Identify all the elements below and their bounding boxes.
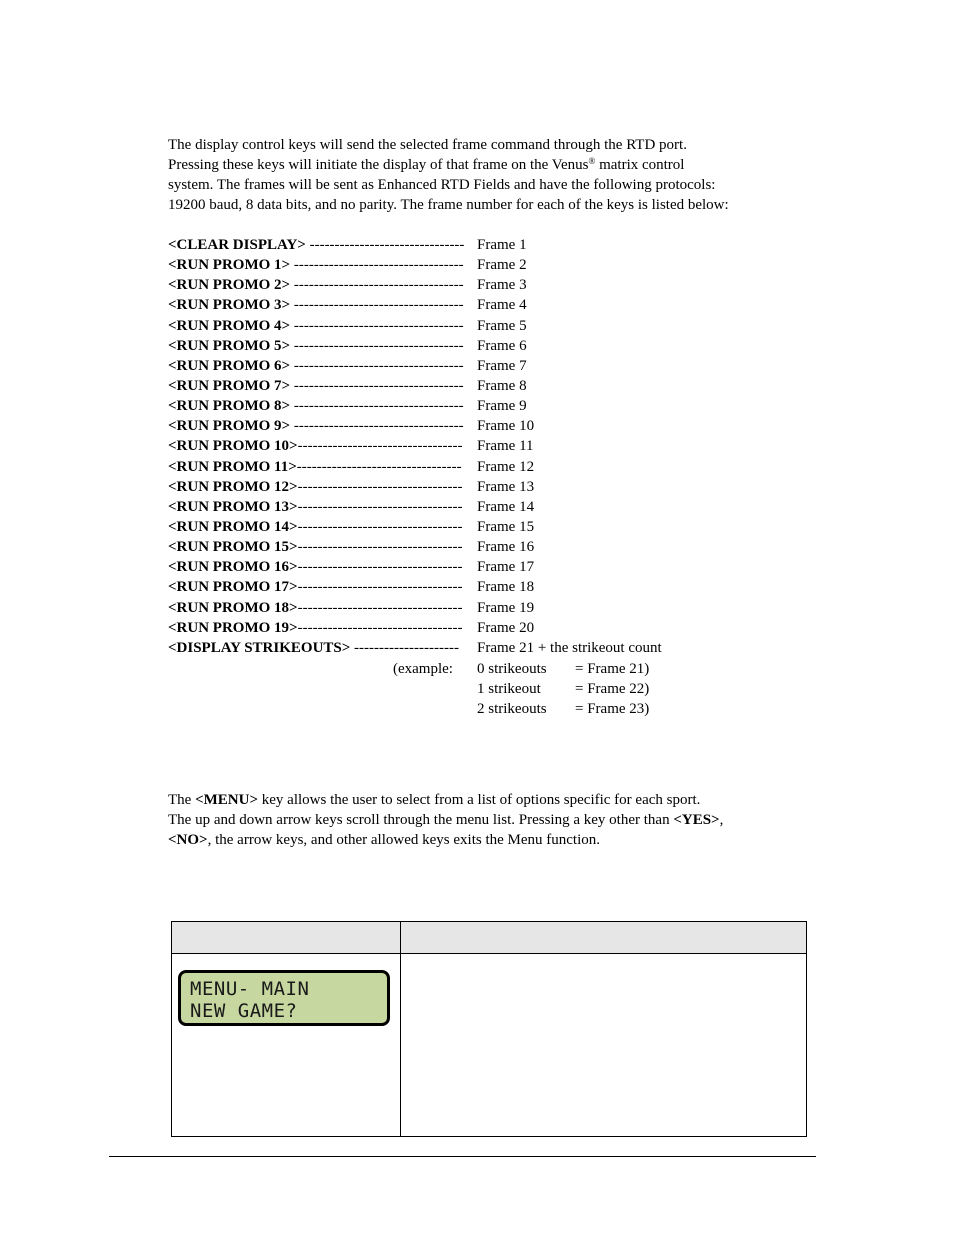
leader-dashes: ---------------------------------- [290, 418, 464, 435]
key-label: <RUN PROMO 17> [168, 579, 298, 596]
leader-dashes: --------------------- [350, 639, 459, 656]
footer-rule [109, 1156, 816, 1157]
key-row [168, 275, 808, 295]
leader-dashes: --------------------------------- [297, 478, 463, 495]
key-row [168, 618, 808, 638]
leader-dashes: ---------------------------------- [290, 357, 464, 374]
key-row [168, 376, 808, 396]
menu-table-cell-description [401, 954, 807, 1137]
key-label: <RUN PROMO 2> [168, 277, 291, 294]
key-row [168, 336, 808, 356]
key-row [168, 235, 808, 255]
intro-line-2-text: Pressing these keys will initiate the display of that frame on the Venus [168, 157, 589, 173]
lcd-display [178, 970, 390, 1026]
registered-mark: ® [588, 156, 596, 166]
menu-table-header-cell-display [172, 922, 401, 954]
key-label: <CLEAR DISPLAY> [168, 237, 306, 253]
lcd-line-2: NEW GAME? [190, 1000, 298, 1022]
key-row [168, 316, 808, 336]
example-frame: = Frame 22) [575, 681, 650, 697]
example-count: 0 strikeouts [477, 661, 547, 677]
key-row [168, 295, 808, 315]
frame-number: Frame 8 [477, 377, 527, 394]
key-row [168, 537, 808, 557]
leader-dashes: ------------------------------- [305, 237, 465, 253]
lcd-line-1: MENU- MAIN [190, 978, 310, 1000]
key-label: <RUN PROMO 10> [168, 438, 298, 455]
key-label: <RUN PROMO 16> [168, 559, 298, 576]
frame-number: Frame 5 [477, 317, 527, 334]
leader-dashes: --------------------------------- [297, 579, 463, 596]
frame-number: Frame 10 [477, 418, 535, 435]
key-label: <RUN PROMO 15> [168, 539, 298, 556]
frame-number: Frame 7 [477, 357, 527, 374]
menu-paragraph [168, 790, 818, 850]
intro-line-1: The display control keys will send the selected frame command through the RTD port. [168, 137, 687, 153]
leader-dashes: --------------------------------- [297, 539, 463, 556]
menu-line-1-b: key allows the user to select from a list of options specific for each sport. [258, 792, 701, 808]
key-label: <RUN PROMO 7> [168, 377, 291, 394]
frame-number: Frame 18 [477, 579, 535, 596]
frame-number: Frame 19 [477, 599, 535, 616]
yes-key-label: <YES> [673, 812, 720, 828]
key-row [168, 497, 808, 517]
frame-number: Frame 21 + the strikeout count [477, 639, 662, 656]
key-label: <RUN PROMO 1> [168, 257, 291, 274]
leader-dashes: --------------------------------- [296, 458, 462, 475]
key-label: <RUN PROMO 13> [168, 498, 298, 515]
key-row [168, 557, 808, 577]
key-row [168, 457, 808, 477]
key-row [168, 577, 808, 597]
key-label: <RUN PROMO 8> [168, 398, 291, 415]
menu-line-2-b: , [719, 812, 724, 828]
key-label: <RUN PROMO 3> [168, 297, 291, 314]
key-label: <RUN PROMO 4> [168, 317, 291, 334]
leader-dashes: --------------------------------- [297, 559, 463, 576]
example-count: 2 strikeouts [477, 701, 547, 717]
intro-line-4: 19200 baud, 8 data bits, and no parity. The frame number for each of the keys is listed below: [168, 197, 729, 213]
key-row [168, 517, 808, 537]
key-row [168, 396, 808, 416]
leader-dashes: --------------------------------- [297, 518, 463, 535]
leader-dashes: ---------------------------------- [290, 398, 464, 415]
menu-table-header-row [172, 922, 807, 954]
menu-table-header-cell-description [401, 922, 807, 954]
menu-table [171, 921, 807, 1137]
menu-line-3-b: , the arrow keys, and other allowed keys exits the Menu function. [207, 832, 601, 848]
key-frame-list [168, 235, 808, 658]
example-count: 1 strikeout [477, 681, 541, 697]
menu-line-1-a: The [168, 792, 196, 808]
example-lead: (example: [393, 661, 453, 677]
key-row [168, 436, 808, 456]
frame-number: Frame 15 [477, 518, 535, 535]
menu-line-2 [168, 810, 818, 830]
frame-number: Frame 3 [477, 277, 527, 294]
frame-number: Frame 12 [477, 458, 535, 475]
frame-number: Frame 1 [477, 237, 527, 253]
frame-number: Frame 20 [477, 619, 535, 636]
leader-dashes: ---------------------------------- [290, 277, 464, 294]
frame-number: Frame 11 [477, 438, 534, 455]
frame-number: Frame 17 [477, 559, 535, 576]
key-row [168, 638, 808, 658]
intro-line-2 [168, 155, 818, 175]
key-row [168, 477, 808, 497]
example-frame: = Frame 23) [575, 701, 650, 717]
frame-number: Frame 14 [477, 498, 535, 515]
frame-number: Frame 13 [477, 478, 535, 495]
leader-dashes: ---------------------------------- [290, 377, 464, 394]
frame-number: Frame 9 [477, 398, 527, 415]
example-frame: = Frame 21) [575, 661, 650, 677]
frame-number: Frame 4 [477, 297, 527, 314]
intro-line-2-tail: matrix control [595, 157, 685, 173]
key-row [168, 356, 808, 376]
intro-line-3: system. The frames will be sent as Enhanced RTD Fields and have the following protocols: [168, 177, 716, 193]
leader-dashes: --------------------------------- [297, 619, 463, 636]
key-label: <RUN PROMO 18> [168, 599, 298, 616]
key-label: <RUN PROMO 11> [168, 458, 297, 475]
key-label: <RUN PROMO 19> [168, 619, 298, 636]
key-label: <DISPLAY STRIKEOUTS> [168, 639, 351, 656]
leader-dashes: --------------------------------- [297, 599, 463, 616]
frame-number: Frame 6 [477, 337, 527, 354]
key-row [168, 255, 808, 275]
menu-line-2-a: The up and down arrow keys scroll through the menu list. Pressing a key other than [168, 812, 674, 828]
key-label: <RUN PROMO 9> [168, 418, 291, 435]
leader-dashes: ---------------------------------- [290, 297, 464, 314]
leader-dashes: --------------------------------- [297, 498, 463, 515]
key-label: <RUN PROMO 14> [168, 518, 298, 535]
leader-dashes: ---------------------------------- [290, 337, 464, 354]
leader-dashes: ---------------------------------- [290, 257, 464, 274]
no-key-label: <NO> [168, 832, 208, 848]
key-label: <RUN PROMO 6> [168, 357, 291, 374]
leader-dashes: --------------------------------- [297, 438, 463, 455]
frame-number: Frame 16 [477, 539, 535, 556]
menu-key-label: <MENU> [195, 792, 259, 808]
key-row [168, 416, 808, 436]
leader-dashes: ---------------------------------- [290, 317, 464, 334]
key-row [168, 598, 808, 618]
menu-line-1 [168, 790, 818, 810]
intro-paragraph [168, 135, 818, 215]
frame-number: Frame 2 [477, 257, 527, 274]
key-label: <RUN PROMO 12> [168, 478, 298, 495]
key-label: <RUN PROMO 5> [168, 337, 291, 354]
menu-line-3 [168, 830, 818, 850]
